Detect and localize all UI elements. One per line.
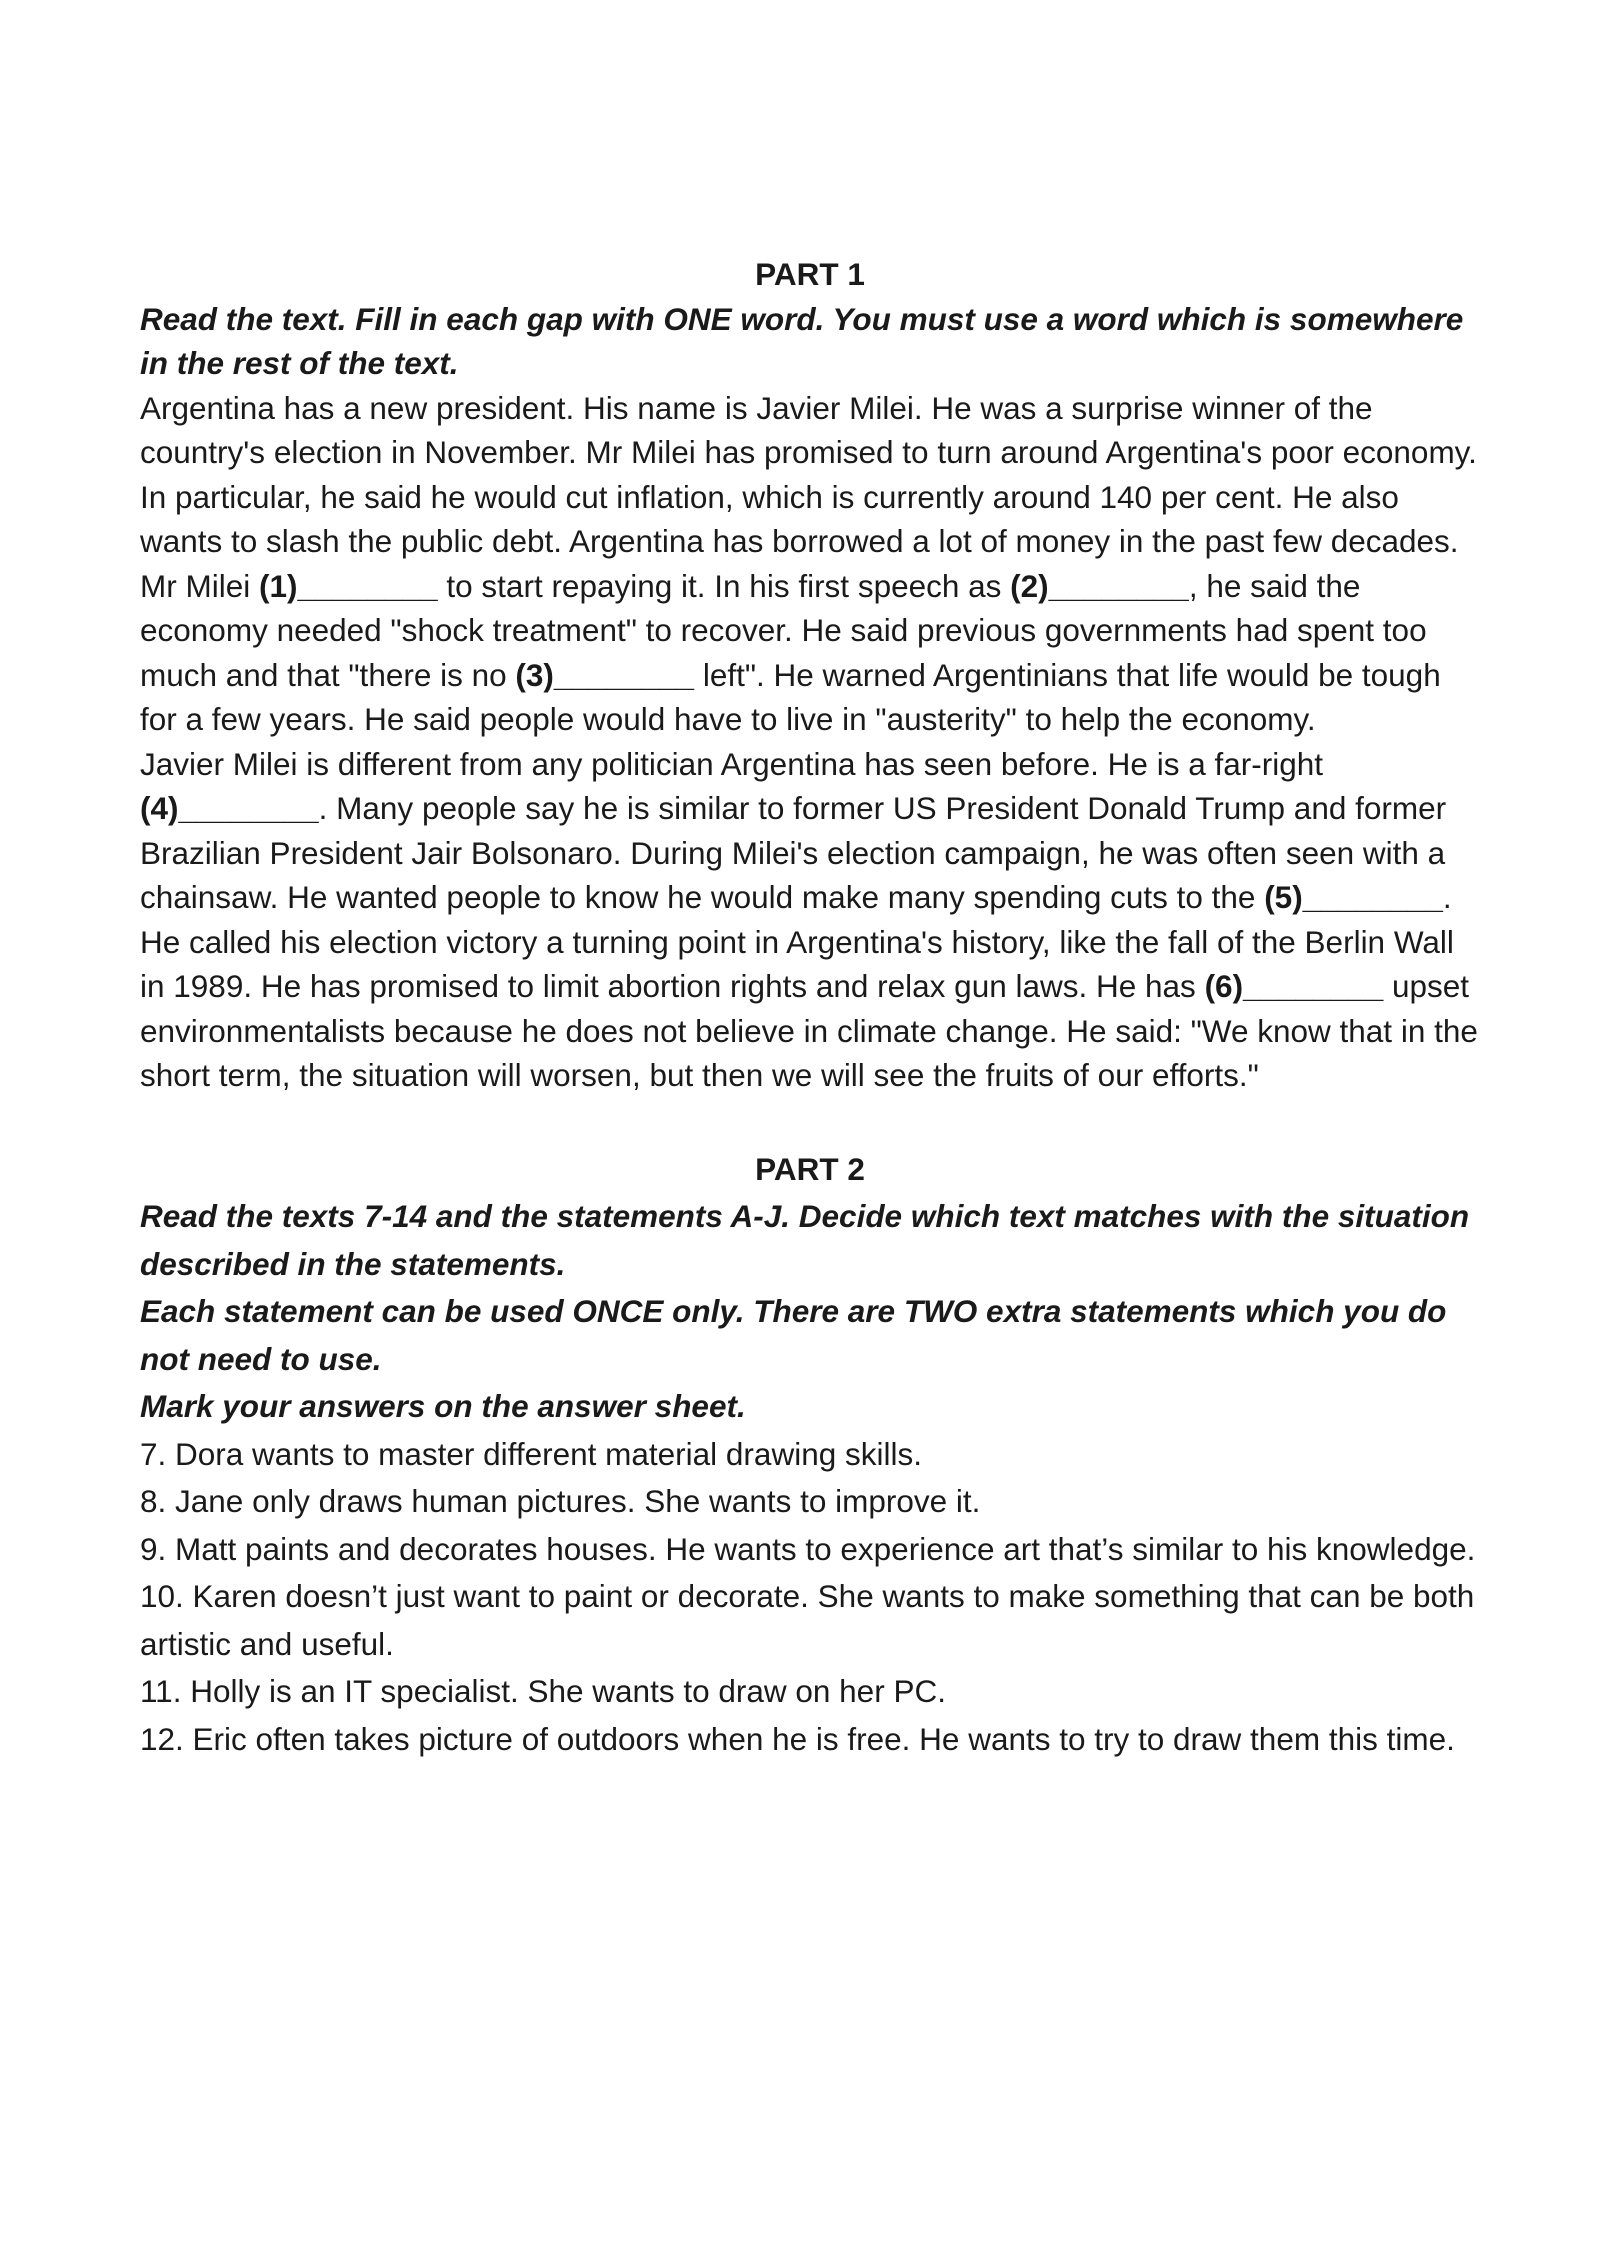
statement-9: 9. Matt paints and decorates houses. He wants to experience art that’s similar to his knowledge. — [140, 1530, 1476, 1567]
part2-title: PART 2 — [755, 1150, 865, 1187]
gap-2: (2)________ — [1010, 567, 1189, 604]
part2-instruction-2: Each statement can be used ONCE only. There are TWO extra statements which you do not need to use. — [140, 1293, 1447, 1377]
part1-p1-text-2: to start repaying it. In his first speech as — [437, 567, 1011, 604]
part1-p1-text-1: Argentina has a new president. His name is Javier Milei. He was a surprise winner of the country's election in November. Mr Milei has promised to turn around Argentina's poor economy. In particular, he said he would cut inflation, which is currently around 140 per cent. He also wants to slash the public debt. Argentina has borrowed a lot of money in the past few decades. Mr Milei — [140, 389, 1477, 604]
part1-p2-text-3: . He called his election victory a turning point in Argentina's history, like the fall of the Berlin Wall in 1989. He has promised to limit abortion rights and relax gun laws. He has — [140, 879, 1454, 1004]
part1-instruction: Read the text. Fill in each gap with ONE word. You must use a word which is somewhere in the rest of the text. — [140, 300, 1464, 381]
part2-instruction-1: Read the texts 7-14 and the statements A-J. Decide which text matches with the situation described in the statements. — [140, 1198, 1470, 1282]
part1-p2-text-2: . Many people say he is similar to former US President Donald Trump and former Brazilian President Jair Bolsonaro. During Milei's election campaign, he was often seen with a chainsaw. He wanted people to know he would make many spending cuts to the — [140, 790, 1447, 915]
part2-section — [140, 1146, 1480, 1764]
gap-6: (6)________ — [1204, 968, 1384, 1004]
part1-p2-text-1: Javier Milei is different from any politician Argentina has seen before. He is a far-right — [140, 745, 1323, 782]
part1-p1-text-4: left". He warned Argentinians that life would be tough for a few years. He said people would have to live in "austerity" to help the economy. — [140, 656, 1441, 737]
part1-p1-text-3: , he said the economy needed "shock treatment" to recover. He said previous governments had spent too much and that "there is no — [140, 567, 1427, 693]
gap-5: (5)________ — [1264, 879, 1443, 915]
gap-3: (3)________ — [515, 656, 695, 693]
gap-4: (4)________ — [140, 790, 319, 826]
part1-paragraph-1 — [140, 386, 1480, 742]
statement-10: 10. Karen doesn’t just want to paint or decorate. She wants to make something that can be both artistic and useful. — [140, 1578, 1475, 1662]
gap-1: (1)________ — [259, 567, 438, 604]
part1-p2-text-4: upset environmentalists because he does not believe in climate change. He said: "We know that in the short term, the situation will worsen, but then we will see the fruits of our efforts." — [140, 968, 1478, 1093]
worksheet-page — [140, 252, 1480, 1763]
part1-title: PART 1 — [755, 256, 865, 292]
part1-paragraph-2 — [140, 742, 1480, 1098]
statement-8: 8. Jane only draws human pictures. She wants to improve it. — [140, 1483, 981, 1519]
statement-11: 11. Holly is an IT specialist. She wants to draw on her PC. — [140, 1673, 946, 1709]
statement-12: 12. Eric often takes picture of outdoors when he is free. He wants to try to draw them this time. — [140, 1720, 1455, 1757]
statement-7: 7. Dora wants to master different material drawing skills. — [140, 1435, 922, 1472]
part2-instruction-3: Mark your answers on the answer sheet. — [140, 1388, 746, 1424]
